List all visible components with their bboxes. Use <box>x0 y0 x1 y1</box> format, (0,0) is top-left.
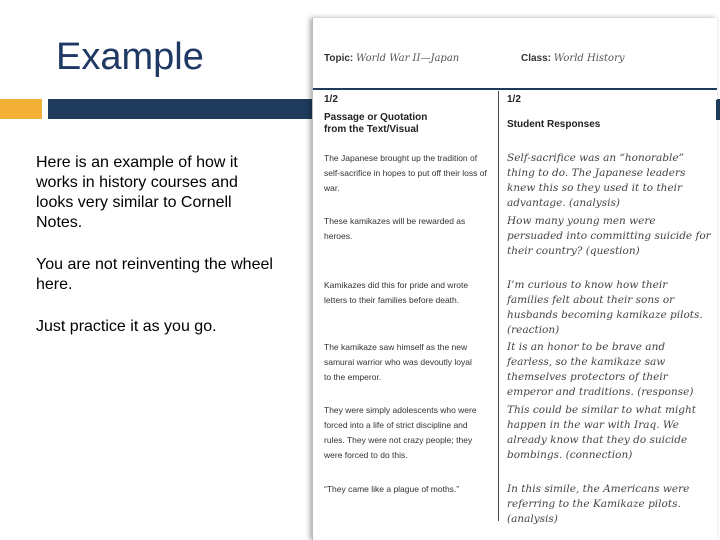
topic-label: Topic: <box>324 53 354 64</box>
slide-body <box>36 153 276 359</box>
body-paragraph: Just practice it as you go. <box>36 318 217 335</box>
passage-text: They were simply adolescents who were forced into a life of strict discipline and rules. They were not crazy people; they were forced to do this. <box>324 405 477 460</box>
accent-bar-gold <box>0 99 42 119</box>
topic-field <box>324 53 459 64</box>
class-value: World History <box>553 53 625 64</box>
student-response: In this simile, the Americans were referring to the Kamikaze pilots. (analysis) <box>507 483 690 525</box>
student-response: It is an honor to be brave and fearless, so the kamikaze saw themselves protectors of their emperor and traditions. (response) <box>507 341 694 398</box>
accent-bar-edge <box>716 100 720 120</box>
student-response: Self-sacrifice was an “honorable” thing to do. The Japanese leaders knew this so they used it to their advantage. (analysis) <box>507 152 686 209</box>
passage-text: Kamikazes did this for pride and wrote letters to their families before death. <box>324 280 469 305</box>
passage-column-heading: Passage or Quotation from the Text/Visual <box>324 112 428 135</box>
body-paragraph: You are not reinventing the wheel here. <box>36 256 273 293</box>
passage-text: The Japanese brought up the tradition of self-sacrifice in hopes to put off their loss of war. <box>324 153 487 193</box>
passage-text: The kamikaze saw himself as the new samurai warrior who was devoutly loyal to the emperor. <box>324 342 472 382</box>
passage-text: “They came like a plague of moths.” <box>324 484 460 494</box>
body-paragraph: Here is an example of how it works in history courses and looks very similar to Cornell Notes. <box>36 154 238 231</box>
class-label: Class: <box>521 53 552 64</box>
student-response: This could be similar to what might happen in the war with Iraq. We already know that they do suicide bombings. (connection) <box>507 404 697 461</box>
worksheet-image <box>312 18 717 540</box>
student-response: How many young men were persuaded into committing suicide for their country? (question) <box>507 215 711 257</box>
topic-value: World War II—Japan <box>356 53 460 64</box>
passage-text: These kamikazes will be rewarded as heroes. <box>324 216 466 241</box>
column-divider <box>498 91 499 521</box>
responses-column-heading: Student Responses <box>507 119 601 130</box>
header-divider <box>313 88 717 90</box>
student-response: I’m curious to know how their families felt about their sons or husbands becoming kamikaze pilots. (reaction) <box>507 279 703 336</box>
slide-title: Example <box>56 36 204 78</box>
class-field <box>521 53 625 64</box>
right-fraction: 1/2 <box>507 94 521 105</box>
left-fraction: 1/2 <box>324 94 338 105</box>
